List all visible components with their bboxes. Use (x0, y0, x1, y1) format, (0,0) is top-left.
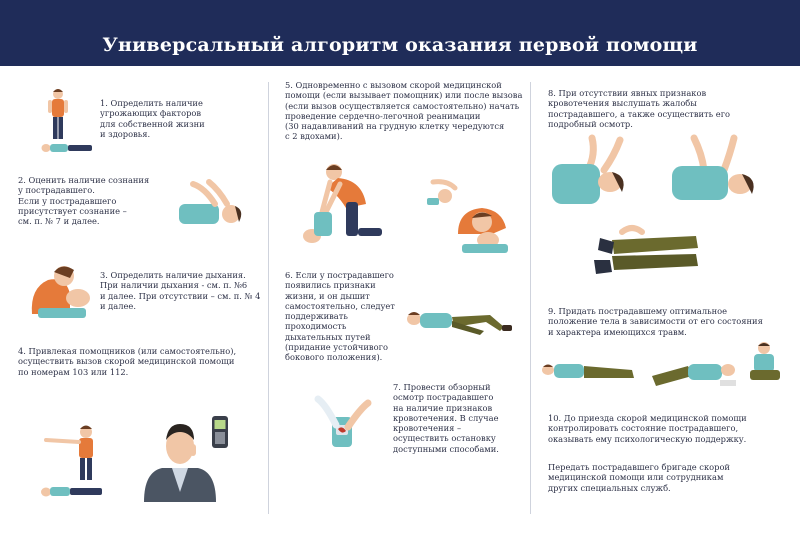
step-3-text: 3. Определить наличие дыхания. При наличии дыхания - см. п. №6 и далее. При отсутствии – см. п. № 4 и далее. (100, 270, 261, 311)
leg-examination-illustration (592, 220, 710, 282)
page-title: Универсальный алгоритм оказания первой помощи (102, 34, 698, 56)
step-8-text: 8. При отсутствии явных признаков кровотечения выслушать жалобы пострадавшего, а также осуществить его подробный осмотр. (548, 88, 731, 129)
cpr-compressions-illustration (286, 160, 386, 248)
column-divider-1 (268, 82, 269, 514)
step-5-text: 5. Одновременно с вызовом скорой медицинской помощи (если вызывает помощник) или после вызова (если вызов осуществляется самостоятельно) начать проведение сердечно-легочной реанимации (30 надавливаний на грудную клетку чередуются с 2 вдохами). (285, 80, 523, 142)
handover-text: Передать пострадавшего бригаде скорой медицинской помощи или сотрудникам других специальных служб. (548, 462, 730, 493)
step-9-text: 9. Придать пострадавшему оптимальное положение тела в зависимости от его состояния и характера имеющихся травм. (548, 306, 763, 337)
examination-illustration-1 (548, 136, 648, 208)
step-4-text: 4. Привлекая помощников (или самостоятельно), осуществить вызов скорой медицинской помощи по номерам 103 или 112. (18, 346, 237, 377)
sitting-patient-illustration (744, 340, 784, 388)
step-10-text: 10. До приезда скорой медицинской помощи контролировать состояние пострадавшего, оказывать ему психологическую поддержку. (548, 413, 747, 444)
bleeding-check-illustration (312, 395, 374, 457)
step-7-text: 7. Провести обзорный осмотр пострадавшего на наличие признаков кровотечения. В случае кровотечения – осуществить остановку доступными способами. (393, 382, 499, 454)
column-divider-2 (530, 82, 531, 514)
step-2-text: 2. Оценить наличие сознания у пострадавшего. Если у пострадавшего присутствует сознание – см. п. № 7 и далее. (18, 175, 150, 227)
step-6-text: 6. Если у пострадавшего появились признаки жизни, и он дышит самостоятельно, следует поддерживать проходимость дыхательных путей (придание устойчивого бокового положения). (285, 270, 395, 363)
positioning-illustration-1 (540, 358, 640, 388)
consciousness-check-illustration (175, 180, 260, 240)
step-1-text: 1. Определить наличие угрожающих факторов для собственной жизни и здоровья. (100, 98, 205, 139)
recovery-position-illustration (404, 305, 516, 339)
rescue-breaths-illustration (452, 200, 512, 255)
calling-for-help-illustration (36, 422, 116, 502)
title-banner (0, 0, 800, 66)
phone-call-illustration (140, 412, 245, 502)
positioning-illustration-2 (648, 346, 738, 388)
breathing-check-illustration (18, 258, 96, 322)
examination-illustration-2 (668, 136, 768, 208)
standing-rescuer-illustration (22, 86, 102, 158)
